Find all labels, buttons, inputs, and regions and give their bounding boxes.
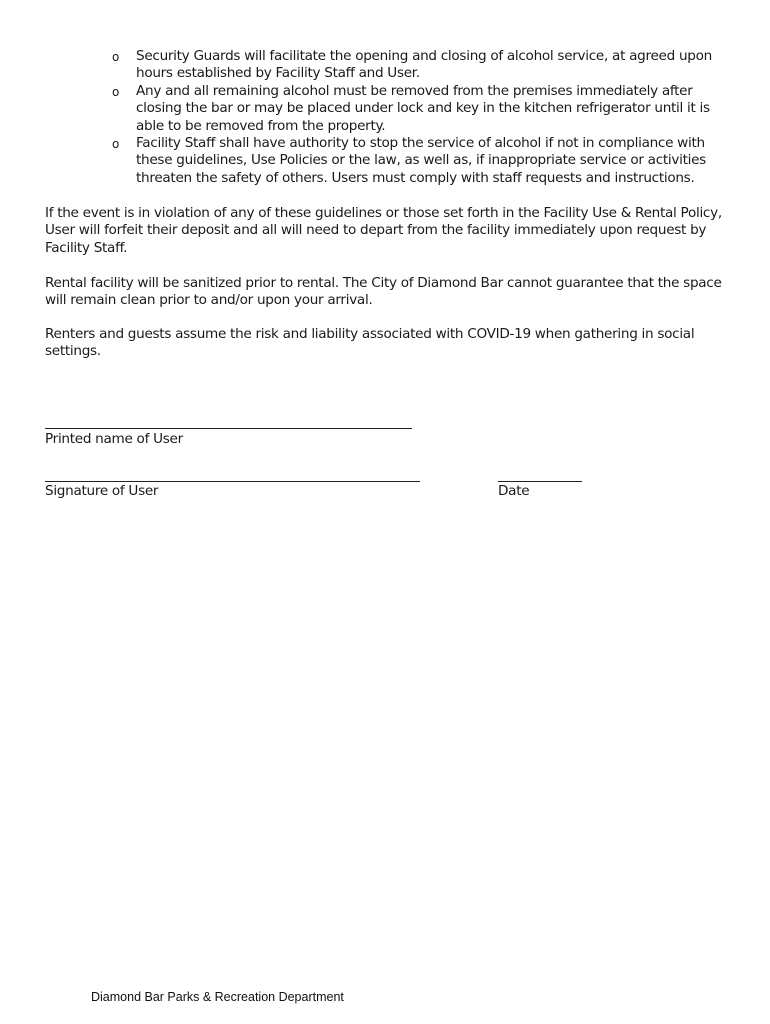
- sanitization-paragraph: Rental facility will be sanitized prior to rental. The City of Diamond Bar cannot guarantee that the space will remain clean prior to and/or upon your arrival.: [45, 275, 722, 309]
- list-item: [112, 83, 732, 135]
- signature-field[interactable]: [45, 481, 420, 482]
- printed-name-field[interactable]: [45, 428, 412, 429]
- signature-label: Signature of User: [45, 483, 159, 499]
- list-item-text: Facility Staff shall have authority to stop the service of alcohol if not in compliance with these guidelines, Use Policies or the law, as well as, if inappropriate service or activities threaten the safety of others. Users must comply with staff requests and instructions.: [136, 135, 706, 186]
- date-field[interactable]: [498, 481, 582, 482]
- date-label: Date: [498, 483, 530, 499]
- list-item-text: Security Guards will facilitate the opening and closing of alcohol service, at agreed upon hours established by Facility Staff and User.: [136, 48, 712, 82]
- bullet-marker: o: [112, 50, 120, 64]
- list-item: [112, 48, 732, 83]
- list-item-text: Any and all remaining alcohol must be removed from the premises immediately after closing the bar or may be placed under lock and key in the kitchen refrigerator until it is able to be removed from the property.: [136, 82, 710, 134]
- violation-paragraph: If the event is in violation of any of these guidelines or those set forth in the Facility Use & Rental Policy, User will forfeit their deposit and all will need to depart from the facility immediately upon request by Facility Staff.: [45, 205, 722, 256]
- covid-paragraph: Renters and guests assume the risk and liability associated with COVID-19 when gathering in social settings.: [45, 326, 695, 360]
- printed-name-label: Printed name of User: [45, 431, 183, 447]
- page-footer: Diamond Bar Parks & Recreation Department: [91, 990, 344, 1004]
- bullet-marker: o: [112, 84, 120, 99]
- bullet-marker: o: [112, 137, 120, 152]
- alcohol-guidelines-list: [112, 48, 732, 187]
- list-item: [112, 135, 732, 187]
